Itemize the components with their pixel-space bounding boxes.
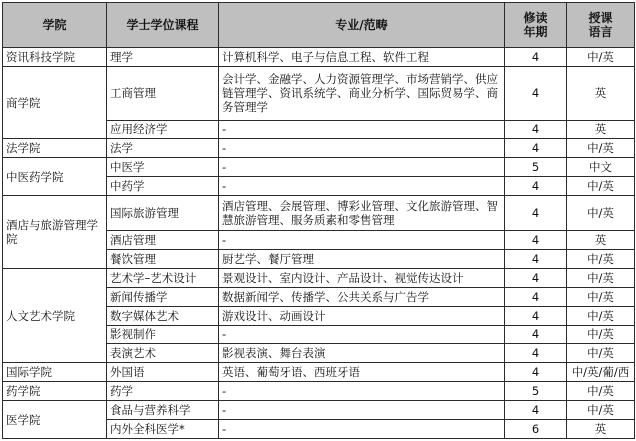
- language-cell: 中/英: [567, 344, 635, 363]
- degree-cell: 中医学: [107, 158, 219, 177]
- degree-cell: 酒店管理: [107, 231, 219, 250]
- language-cell: 中/英: [567, 250, 635, 269]
- language-cell: 中/英/葡/西: [567, 363, 635, 382]
- language-cell: 中/英: [567, 382, 635, 401]
- years-cell: 4: [505, 363, 567, 382]
- years-cell: 4: [505, 287, 567, 306]
- years-cell: 5: [505, 382, 567, 401]
- language-cell: 中/英: [567, 401, 635, 420]
- language-cell: 英: [567, 231, 635, 250]
- table-row: [3, 401, 635, 420]
- years-cell: 4: [505, 401, 567, 420]
- language-cell: 英: [567, 66, 635, 120]
- majors-cell: -: [219, 120, 505, 139]
- degree-cell: 药学: [107, 382, 219, 401]
- table-row: [3, 363, 635, 382]
- school-name-cell: 人文艺术学院: [3, 268, 107, 362]
- header-school: 学院: [3, 3, 107, 48]
- programs-table: [2, 2, 635, 439]
- majors-cell: -: [219, 177, 505, 196]
- degree-cell: 表演艺术: [107, 344, 219, 363]
- table-row: [3, 48, 635, 67]
- table-row: [3, 66, 635, 120]
- years-cell: 5: [505, 158, 567, 177]
- majors-cell: 影视表演、舞台表演: [219, 344, 505, 363]
- language-cell: 英: [567, 120, 635, 139]
- degree-cell: 艺术学–艺术设计: [107, 268, 219, 287]
- majors-cell: 厨艺学、餐厅管理: [219, 250, 505, 269]
- header-years: 修读 年期: [505, 3, 567, 48]
- language-cell: 中/英: [567, 139, 635, 158]
- majors-cell: 数据新闻学、传播学、公共关系与广告学: [219, 287, 505, 306]
- degree-cell: 影视制作: [107, 325, 219, 344]
- years-cell: 4: [505, 196, 567, 231]
- degree-cell: 新闻传播学: [107, 287, 219, 306]
- table-row: [3, 382, 635, 401]
- language-cell: 中/英: [567, 48, 635, 67]
- school-name-cell: 法学院: [3, 139, 107, 158]
- language-cell: 中/英: [567, 196, 635, 231]
- degree-cell: 数字媒体艺术: [107, 306, 219, 325]
- degree-cell: 工商管理: [107, 66, 219, 120]
- years-cell: 6: [505, 419, 567, 438]
- majors-cell: 英语、葡萄牙语、西班牙语: [219, 363, 505, 382]
- majors-cell: 景观设计、室内设计、产品设计、视觉传达设计: [219, 268, 505, 287]
- degree-cell: 外国语: [107, 363, 219, 382]
- degree-cell: 理学: [107, 48, 219, 67]
- years-cell: 4: [505, 177, 567, 196]
- years-cell: 4: [505, 231, 567, 250]
- school-name-cell: 国际学院: [3, 363, 107, 382]
- years-cell: 4: [505, 268, 567, 287]
- language-cell: 中/英: [567, 325, 635, 344]
- school-name-cell: 中医药学院: [3, 158, 107, 196]
- majors-cell: -: [219, 419, 505, 438]
- degree-cell: 餐饮管理: [107, 250, 219, 269]
- header-majors: 专业/范畴: [219, 3, 505, 48]
- school-name-cell: 酒店与旅游管理学院: [3, 196, 107, 269]
- majors-cell: -: [219, 325, 505, 344]
- majors-cell: 计算机科学、电子与信息工程、软件工程: [219, 48, 505, 67]
- language-cell: 中/英: [567, 287, 635, 306]
- table-row: [3, 196, 635, 231]
- table-row: [3, 158, 635, 177]
- majors-cell: -: [219, 158, 505, 177]
- degree-cell: 国际旅游管理: [107, 196, 219, 231]
- degree-cell: 食品与营养科学: [107, 401, 219, 420]
- language-cell: 英: [567, 419, 635, 438]
- header-degree: 学士学位课程: [107, 3, 219, 48]
- years-cell: 4: [505, 344, 567, 363]
- language-cell: 中/英: [567, 306, 635, 325]
- school-name-cell: 医学院: [3, 401, 107, 439]
- school-name-cell: 商学院: [3, 66, 107, 139]
- years-cell: 4: [505, 139, 567, 158]
- table-row: [3, 139, 635, 158]
- language-cell: 中/英: [567, 268, 635, 287]
- majors-cell: 游戏设计、动画设计: [219, 306, 505, 325]
- years-cell: 4: [505, 306, 567, 325]
- degree-cell: 中药学: [107, 177, 219, 196]
- majors-cell: -: [219, 382, 505, 401]
- majors-cell: -: [219, 231, 505, 250]
- degree-cell: 内外全科医学*: [107, 419, 219, 438]
- degree-cell: 应用经济学: [107, 120, 219, 139]
- majors-cell: -: [219, 139, 505, 158]
- years-cell: 4: [505, 66, 567, 120]
- degree-cell: 法学: [107, 139, 219, 158]
- majors-cell: 酒店管理、会展管理、博彩业管理、文化旅游管理、智慧旅游管理、服务质素和零售管理: [219, 196, 505, 231]
- majors-cell: -: [219, 401, 505, 420]
- table-row: [3, 268, 635, 287]
- years-cell: 4: [505, 120, 567, 139]
- header-language: 授课 语言: [567, 3, 635, 48]
- years-cell: 4: [505, 48, 567, 67]
- header-row: [3, 3, 635, 48]
- years-cell: 4: [505, 325, 567, 344]
- majors-cell: 会计学、金融学、人力资源管理学、市场营销学、供应链管理学、资讯系统学、商业分析学、国际贸易学、商务管理学: [219, 66, 505, 120]
- school-name-cell: 资讯科技学院: [3, 48, 107, 67]
- table-body: [3, 48, 635, 439]
- language-cell: 中/英: [567, 177, 635, 196]
- language-cell: 中文: [567, 158, 635, 177]
- school-name-cell: 药学院: [3, 382, 107, 401]
- years-cell: 4: [505, 250, 567, 269]
